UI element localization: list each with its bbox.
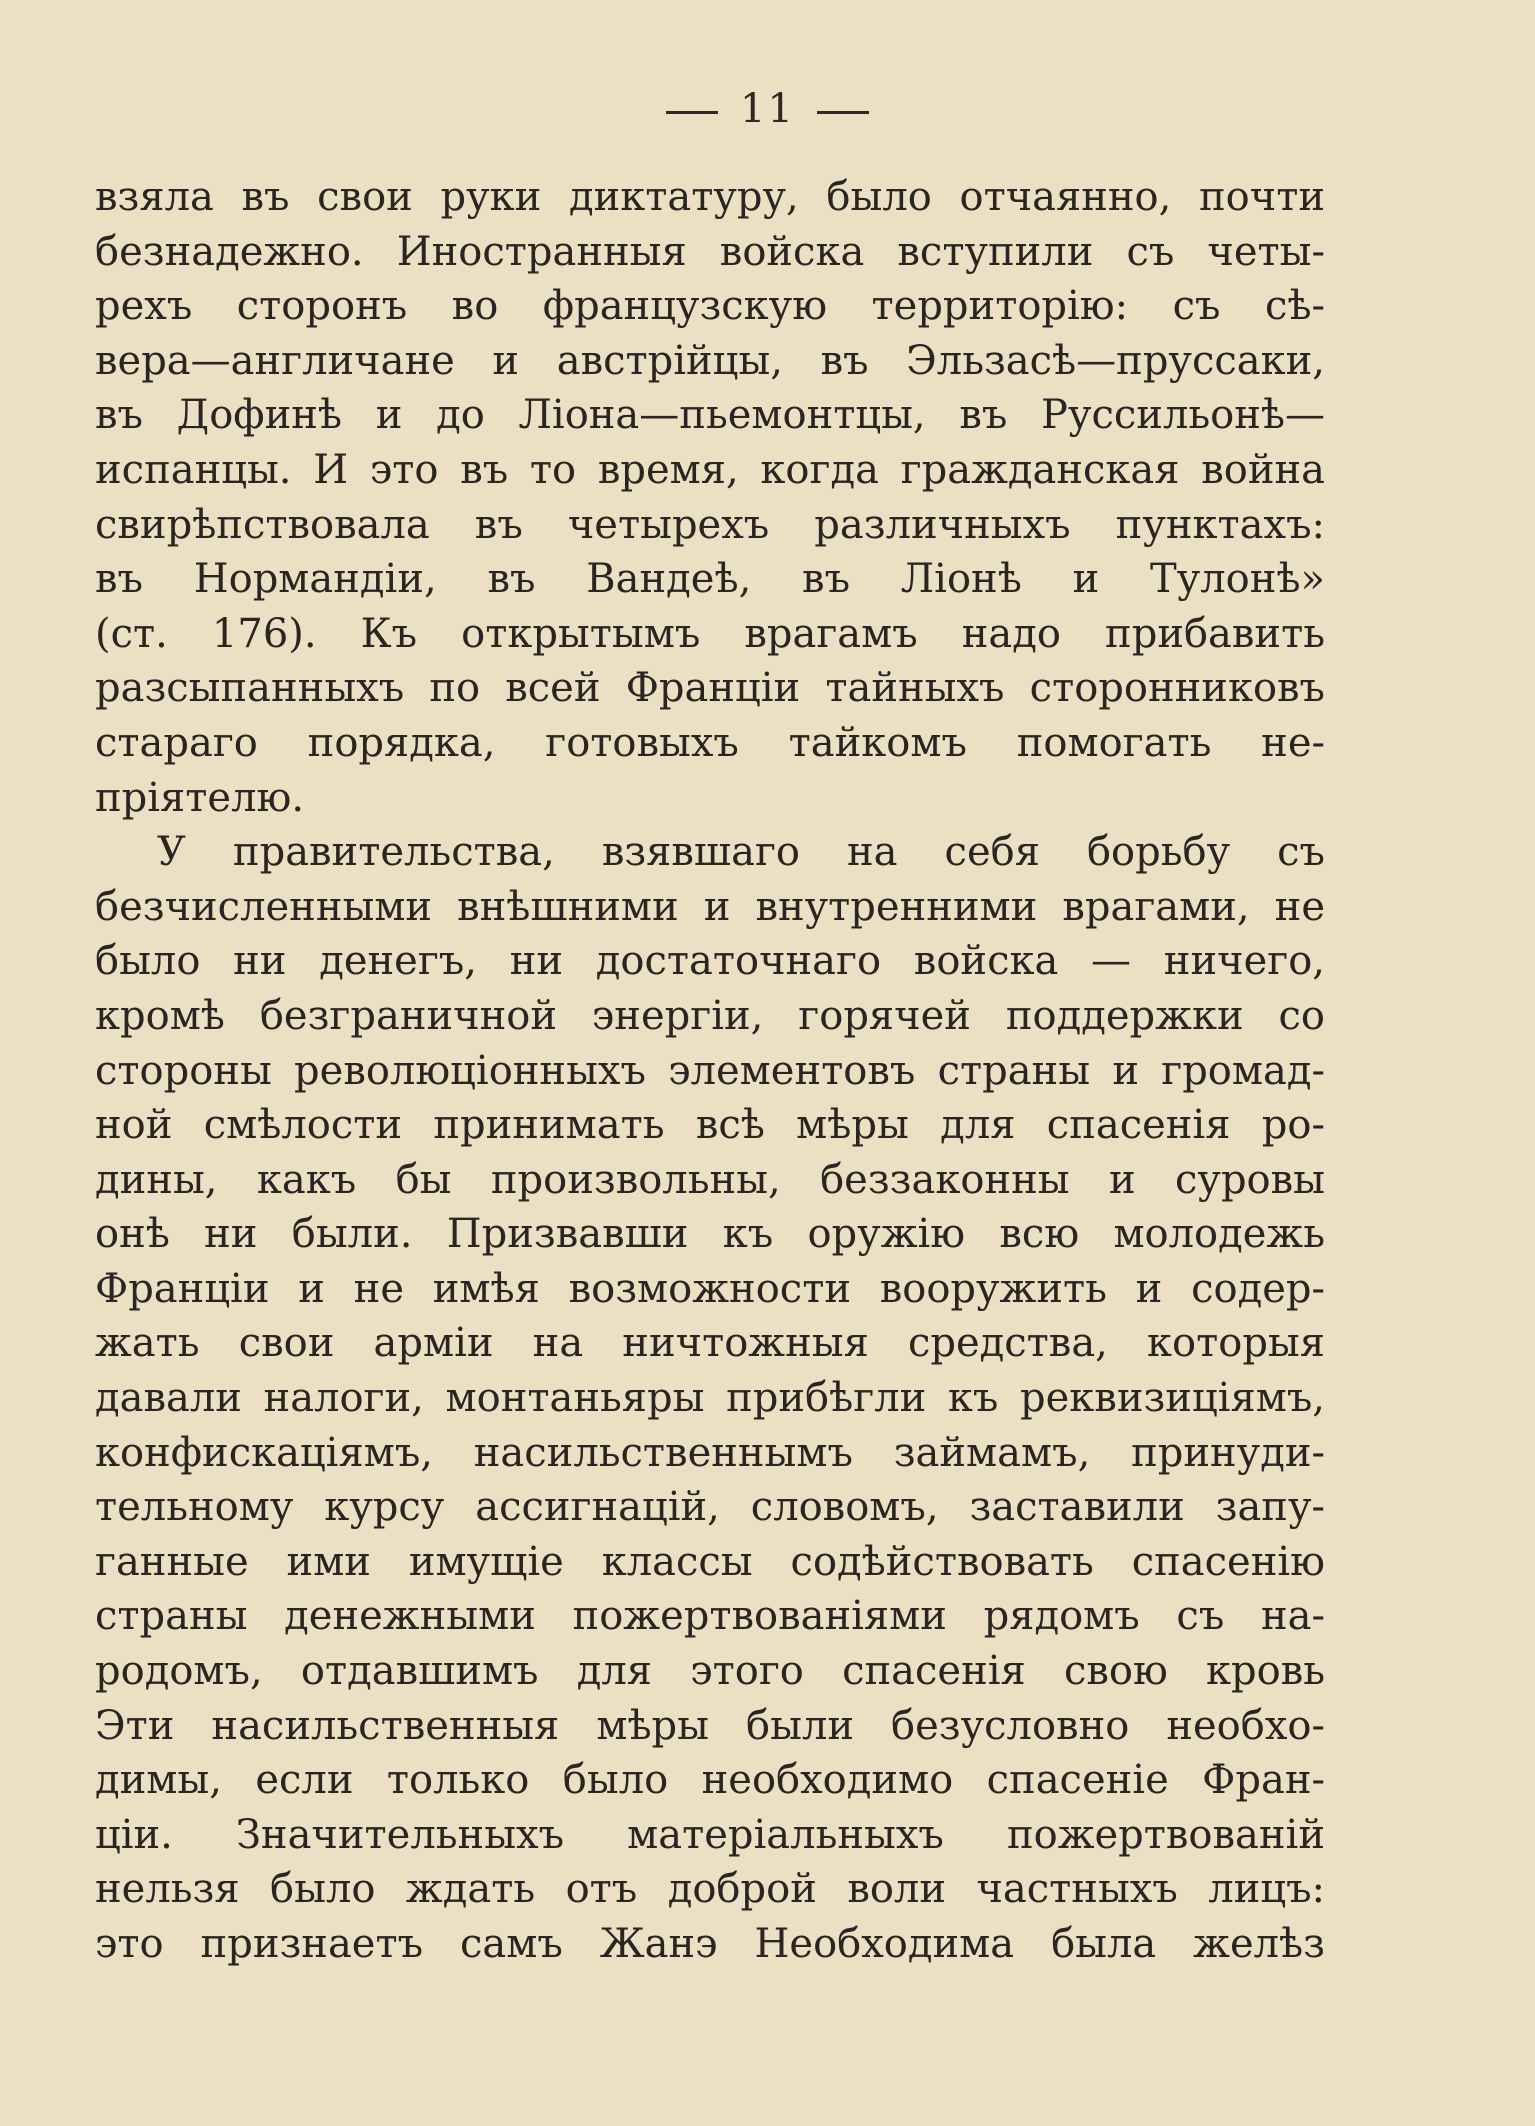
text-line: онѣ ни были. Призвавши къ оружію всю молодежь	[95, 1211, 1325, 1258]
text-line: пріятелю.	[95, 774, 305, 821]
text-line: (ст. 176). Къ открытымъ врагамъ надо прибавить	[95, 610, 1325, 657]
text-line: дины, какъ бы произвольны, беззаконны и суровы	[95, 1156, 1325, 1203]
text-line: ной смѣлости принимать всѣ мѣры для спасенія ро-	[95, 1102, 1325, 1149]
text-line: страны денежными пожертвованіями рядомъ съ на-	[95, 1593, 1325, 1640]
page-number-header	[0, 86, 1535, 132]
text-line: жать свои арміи на ничтожныя средства, которыя	[95, 1320, 1325, 1367]
page-number-dash-right	[817, 111, 869, 114]
page-number: 11	[740, 86, 795, 132]
text-line: въ Дофинѣ и до Ліона—пьемонтцы, въ Руссильонѣ—	[95, 392, 1325, 439]
text-line: безчисленными внѣшними и внутренними врагами, не	[95, 883, 1325, 930]
text-line: въ Нормандіи, въ Вандеѣ, въ Ліонѣ и Тулонѣ»	[95, 556, 1325, 603]
text-line: стараго порядка, готовыхъ тайкомъ помогать не-	[95, 719, 1325, 766]
text-line: взяла въ свои руки диктатуру, было отчаянно, почти	[95, 174, 1325, 220]
text-line: это признаетъ самъ Жанэ Необходима была желѣз	[95, 1921, 1325, 1967]
text-line: У правительства, взявшаго на себя борьбу съ	[157, 829, 1325, 876]
text-line: разсыпанныхъ по всей Франціи тайныхъ сторонниковъ	[95, 665, 1325, 712]
text-line: Франціи и не имѣя возможности вооружить и содер-	[95, 1265, 1325, 1312]
text-line: кромѣ безграничной энергіи, горячей поддержки со	[95, 992, 1325, 1039]
text-line: свирѣпствовала въ четырехъ различныхъ пунктахъ:	[95, 501, 1325, 548]
text-line: испанцы. И это въ то время, когда гражданская война	[95, 446, 1325, 493]
text-line: родомъ, отдавшимъ для этого спасенія свою кровь	[95, 1648, 1325, 1695]
text-line: было ни денегъ, ни достаточнаго войска — ничего,	[95, 938, 1325, 985]
text-line: рехъ сторонъ во французскую территорію: съ сѣ-	[95, 283, 1325, 330]
page-number-dash-left	[666, 111, 718, 114]
text-line: нельзя было ждать отъ доброй воли частныхъ лицъ:	[95, 1866, 1325, 1913]
text-line: давали налоги, монтаньяры прибѣгли къ реквизиціямъ,	[95, 1375, 1325, 1422]
text-line: тельному курсу ассигнацій, словомъ, заставили запу-	[95, 1484, 1325, 1531]
body-text	[95, 170, 1325, 1972]
text-line: конфискаціямъ, насильственнымъ займамъ, принуди-	[95, 1429, 1325, 1476]
text-line: стороны революціонныхъ элементовъ страны и громад-	[95, 1047, 1325, 1094]
text-line: димы, если только было необходимо спасеніе Фран-	[95, 1757, 1325, 1804]
text-line: безнадежно. Иностранныя войска вступили съ четы-	[95, 228, 1325, 275]
text-line: ціи. Значительныхъ матеріальныхъ пожертвованій	[95, 1811, 1325, 1858]
text-line: Эти насильственныя мѣры были безусловно необхо-	[95, 1702, 1325, 1749]
text-line: ганные ими имущіе классы содѣйствовать спасенію	[95, 1538, 1325, 1585]
text-line: вера—англичане и австрійцы, въ Эльзасѣ—пруссаки,	[95, 337, 1325, 384]
